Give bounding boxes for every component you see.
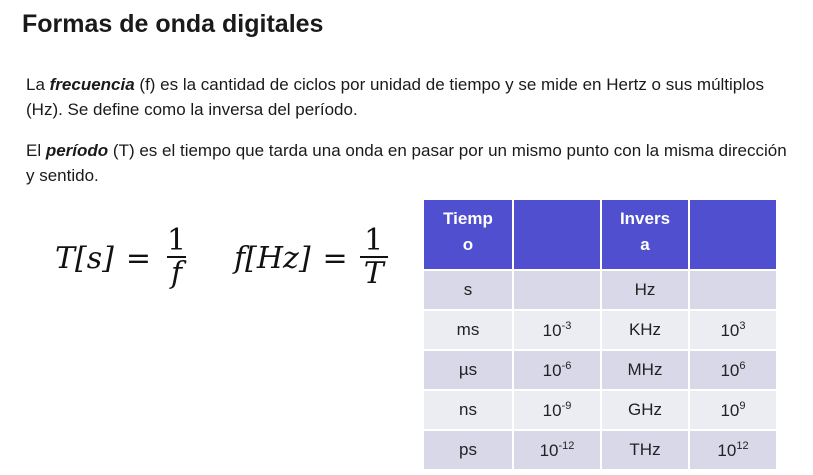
factor-base: 10 <box>720 400 740 420</box>
factor-exponent: 6 <box>739 359 746 372</box>
fraction <box>163 223 190 291</box>
table-header-row <box>424 200 776 269</box>
factor-base: 10 <box>542 360 562 380</box>
inverse-factor <box>690 351 776 389</box>
time-unit: ps <box>424 431 512 469</box>
time-unit: s <box>424 271 512 309</box>
inverse-factor <box>690 431 776 469</box>
inverse-factor <box>690 391 776 429</box>
factor-exponent: -3 <box>561 319 572 332</box>
time-unit: ms <box>424 311 512 349</box>
header-blank <box>514 200 600 269</box>
factor-exponent: 3 <box>739 319 746 332</box>
formula-lhs: f[Hz] <box>234 240 311 276</box>
time-factor <box>514 311 600 349</box>
time-factor <box>514 391 600 429</box>
factor-exponent: 9 <box>739 399 746 412</box>
time-factor <box>514 351 600 389</box>
inverse-unit: GHz <box>602 391 688 429</box>
denominator: f <box>167 256 186 290</box>
table-row <box>424 311 776 349</box>
numerator: 1 <box>364 223 384 258</box>
factor-exponent: 12 <box>736 439 749 452</box>
equals-sign: = <box>125 240 151 276</box>
factor-base: 10 <box>720 360 740 380</box>
paragraph-text: (f) es la cantidad de ciclos por unidad de tiempo y se mide en Hertz o sus múltiplos (Hz). Se define como la inversa del período. <box>26 75 764 119</box>
period-formula <box>55 223 190 291</box>
formulas <box>55 223 388 291</box>
factor-exponent: -12 <box>558 439 575 452</box>
time-factor <box>514 431 600 469</box>
inverse-unit: KHz <box>602 311 688 349</box>
paragraph-text: (T) es el tiempo que tarda una onda en pasar por un mismo punto con la misma dirección y sentido. <box>26 141 787 185</box>
paragraph-prefix: La <box>26 75 50 94</box>
inverse-factor <box>690 311 776 349</box>
header-blank <box>690 200 776 269</box>
formula-lhs: T[s] <box>55 240 114 276</box>
units-table <box>422 198 778 471</box>
inverse-unit: MHz <box>602 351 688 389</box>
table-row <box>424 351 776 389</box>
factor-base: 10 <box>717 440 737 460</box>
frequency-paragraph <box>26 72 796 122</box>
numerator: 1 <box>166 223 187 258</box>
time-unit: ns <box>424 391 512 429</box>
factor-base: 10 <box>542 400 562 420</box>
table-row <box>424 391 776 429</box>
inverse-unit: THz <box>602 431 688 469</box>
factor-base: 10 <box>539 440 559 460</box>
frequency-term: frecuencia <box>49 75 135 94</box>
header-inverse: Invers a <box>602 200 688 269</box>
table-row <box>424 271 776 309</box>
slide-title: Formas de onda digitales <box>22 10 324 38</box>
time-unit: µs <box>424 351 512 389</box>
header-time: Tiemp o <box>424 200 512 269</box>
time-factor <box>514 271 600 309</box>
inverse-factor <box>690 271 776 309</box>
equals-sign: = <box>322 240 348 276</box>
period-term: período <box>45 141 109 160</box>
denominator: T <box>360 256 388 290</box>
frequency-formula <box>234 223 388 291</box>
inverse-unit: Hz <box>602 271 688 309</box>
factor-exponent: -9 <box>561 399 572 412</box>
period-paragraph <box>26 138 796 188</box>
factor-exponent: -6 <box>561 359 572 372</box>
factor-base: 10 <box>720 320 740 340</box>
paragraph-prefix: El <box>26 141 46 160</box>
fraction <box>360 223 388 291</box>
table-row <box>424 431 776 469</box>
factor-base: 10 <box>542 320 562 340</box>
